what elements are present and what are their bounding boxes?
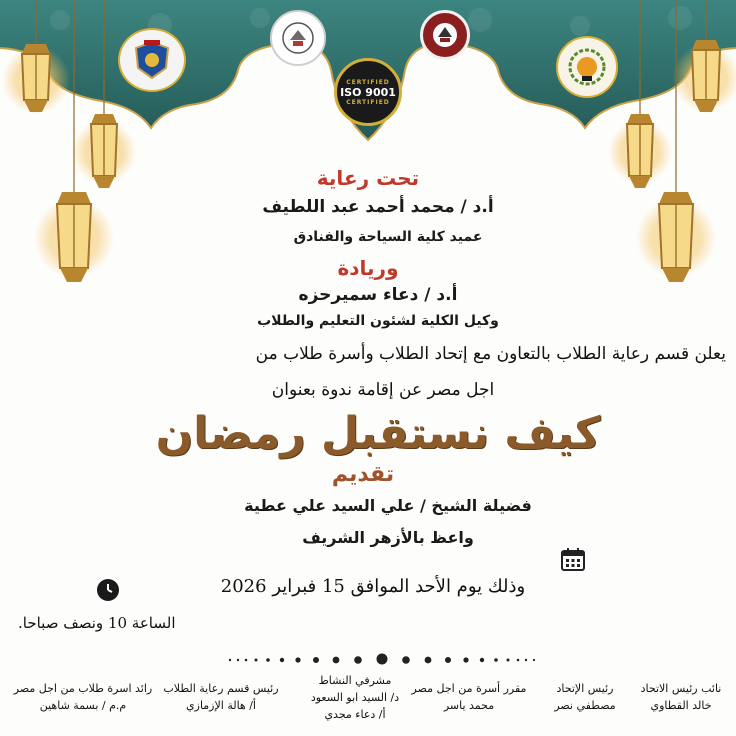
event-date: وذلك يوم الأحد الموافق 15 فبراير 2026 (220, 576, 526, 597)
iso-badge-top-text: CERTIFIED (346, 78, 390, 86)
institute-logo (556, 36, 618, 98)
iso-9001-badge (334, 58, 402, 126)
signatory-name: مصطفي نصر (554, 699, 616, 712)
signatory-name-2: أ/ دعاء مجدي (324, 708, 386, 721)
signatory-name: خالد القطاوي (650, 699, 712, 712)
signatory-union-president (520, 680, 650, 714)
signatory-role: مقرر أسرة من اجل مصر (411, 682, 527, 695)
event-time: الساعة 10 ونصف صباحا. (18, 614, 176, 632)
signatory-name: محمد ياسر (443, 699, 495, 712)
announcement-line-2: اجل مصر عن إقامة ندوة بعنوان (271, 380, 495, 400)
patronage-header: تحت رعاية (316, 166, 420, 190)
signatory-role: رئيس الإتحاد (556, 682, 614, 695)
presented-by-header: تقديم (331, 462, 395, 487)
seal-icon (431, 21, 459, 49)
signatory-student-care-head (156, 680, 286, 714)
signatory-role: نائب رئيس الاتحاد (640, 682, 722, 695)
emblem-icon (280, 20, 316, 56)
faculty-logo-2 (420, 10, 470, 60)
signatory-name: م.م / بسمة شاهين (39, 699, 127, 712)
clock-icon (96, 578, 120, 606)
faculty-logo-1 (270, 10, 326, 66)
signatory-role: مشرفي النشاط (318, 674, 392, 687)
wreath-icon (566, 46, 608, 88)
calendar-icon (560, 546, 586, 576)
seminar-title: كيف نستقبل رمضان (155, 408, 601, 459)
speaker-name: فضيلة الشيخ / علي السيد علي عطية (244, 496, 532, 515)
signatory-role: رائد اسرة طلاب من اجل مصر (13, 682, 153, 695)
dean-title: عميد كلية السياحة والفنادق (293, 229, 483, 245)
iso-badge-bottom-text: CERTIFIED (346, 98, 390, 106)
crest-icon (130, 38, 174, 82)
speaker-role: واعظ بالأزهر الشريف (302, 528, 474, 547)
signatory-role: رئيس قسم رعاية الطلاب (163, 682, 279, 695)
signatory-activity-supervisors (290, 672, 420, 723)
vice-dean-name: أ.د / دعاء سميرحزه (298, 285, 458, 305)
university-crest-logo (118, 28, 186, 92)
signatory-name: د/ السيد ابو السعود (310, 691, 400, 704)
signatory-family-rapporteur (404, 680, 534, 714)
leadership-header: وريادة (337, 256, 399, 280)
vice-dean-title: وكيل الكلية لشئون التعليم والطلاب (257, 313, 499, 329)
dean-name: أ.د / محمد أحمد عبد اللطيف (262, 197, 494, 217)
iso-badge-main-text: ISO 9001 (340, 85, 396, 99)
announcement-line-1: يعلن قسم رعاية الطلاب بالتعاون مع إتحاد الطلاب وأسرة طلاب من (255, 344, 726, 364)
signatory-name: أ/ هالة الإزمازي (186, 699, 256, 712)
signatory-family-leader (10, 680, 156, 714)
dotted-separator (229, 654, 535, 665)
